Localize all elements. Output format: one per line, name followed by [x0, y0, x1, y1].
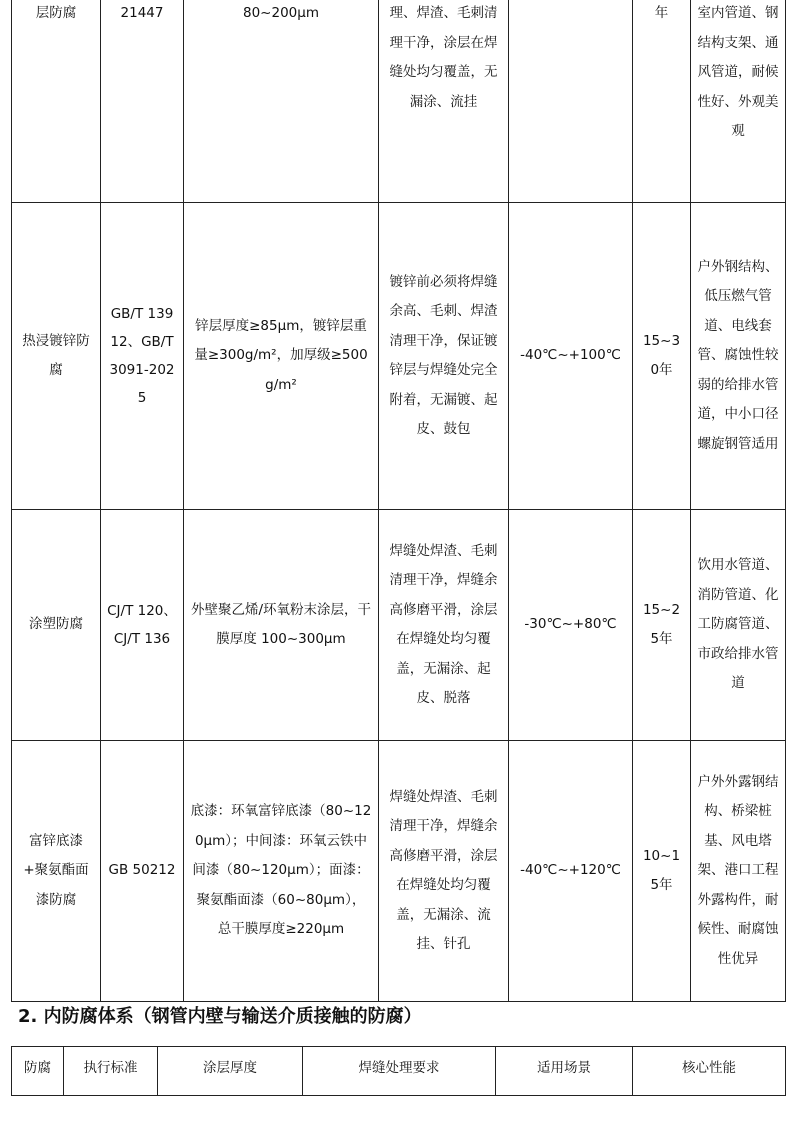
table-row [12, 203, 786, 510]
section-heading: 2. 内防腐体系（钢管内壁与输送介质接触的防腐） [18, 1006, 422, 1027]
method-cell: 层防腐 [12, 0, 101, 203]
life-cell: 15~25年 [633, 510, 691, 741]
standard-cell: GB/T 13912、GB/T 3091-2025 [101, 203, 184, 510]
column-header: 焊缝处理要求 [303, 1047, 496, 1096]
standard-cell: GB 50212 [101, 741, 184, 1002]
table-row [12, 510, 786, 741]
temperature-cell: -40℃~+120℃ [509, 741, 633, 1002]
life-cell: 年 [633, 0, 691, 203]
scenario-cell: 户外外露钢结构、桥梁桩基、风电塔架、港口工程外露构件，耐候性、耐腐蚀性优异 [691, 741, 786, 1002]
thickness-cell: 锌层厚度≥85μm，镀锌层重量≥300g/m²，加厚级≥500g/m² [184, 203, 379, 510]
life-cell: 10~15年 [633, 741, 691, 1002]
inner-coating-table [11, 1046, 786, 1096]
temperature-cell [509, 0, 633, 203]
thickness-cell: 底漆：环氧富锌底漆（80~120μm）；中间漆：环氧云铁中间漆（80~120μm）；面漆：聚氨酯面漆（60~80μm），总干膜厚度≥220μm [184, 741, 379, 1002]
standard-cell: CJ/T 120、CJ/T 136 [101, 510, 184, 741]
thickness-cell: 80~200μm [184, 0, 379, 203]
standard-cell: 21447 [101, 0, 184, 203]
weld-requirement-cell: 镀锌前必须将焊缝余高、毛刺、焊渣清理干净，保证镀锌层与焊缝处完全附着，无漏镀、起皮、鼓包 [379, 203, 509, 510]
method-cell: 热浸镀锌防腐 [12, 203, 101, 510]
column-header: 核心性能 [633, 1047, 786, 1096]
table-row [12, 741, 786, 1002]
temperature-cell: -30℃~+80℃ [509, 510, 633, 741]
method-cell: 富锌底漆+聚氨酯面漆防腐 [12, 741, 101, 1002]
temperature-cell: -40℃~+100℃ [509, 203, 633, 510]
thickness-cell: 外壁聚乙烯/环氧粉末涂层，干膜厚度 100~300μm [184, 510, 379, 741]
column-header: 适用场景 [496, 1047, 633, 1096]
column-header: 涂层厚度 [158, 1047, 303, 1096]
weld-requirement-cell: 理、焊渣、毛刺清理干净，涂层在焊缝处均匀覆盖，无漏涂、流挂 [379, 0, 509, 203]
table-header-row [12, 1047, 786, 1096]
weld-requirement-cell: 焊缝处焊渣、毛刺清理干净，焊缝余高修磨平滑，涂层在焊缝处均匀覆盖，无漏涂、起皮、脱落 [379, 510, 509, 741]
scenario-cell: 户外钢结构、低压燃气管道、电线套管、腐蚀性较弱的给排水管道，中小口径螺旋钢管适用 [691, 203, 786, 510]
life-cell: 15~30年 [633, 203, 691, 510]
coating-methods-table [11, 0, 786, 1002]
scenario-cell: 室内管道、钢结构支架、通风管道，耐候性好、外观美观 [691, 0, 786, 203]
table-row [12, 0, 786, 203]
column-header: 防腐 [12, 1047, 64, 1096]
column-header: 执行标准 [64, 1047, 158, 1096]
weld-requirement-cell: 焊缝处焊渣、毛刺清理干净，焊缝余高修磨平滑，涂层在焊缝处均匀覆盖，无漏涂、流挂、针孔 [379, 741, 509, 1002]
scenario-cell: 饮用水管道、消防管道、化工防腐管道、市政给排水管道 [691, 510, 786, 741]
method-cell: 涂塑防腐 [12, 510, 101, 741]
